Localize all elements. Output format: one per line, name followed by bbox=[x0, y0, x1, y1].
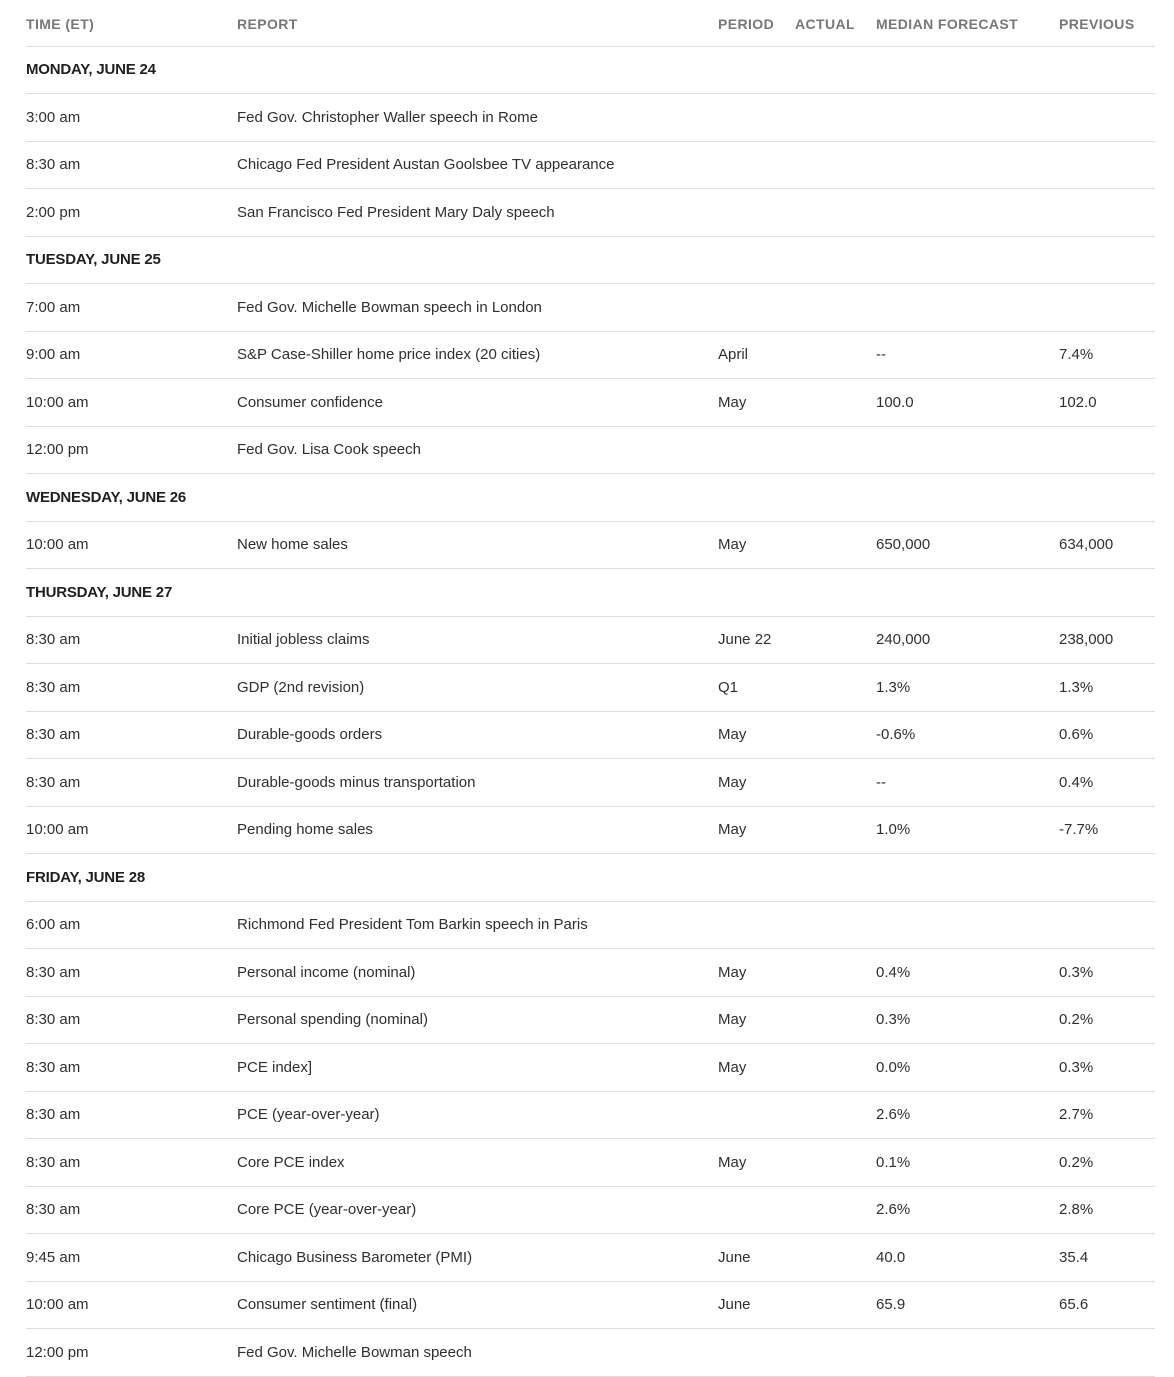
table-row bbox=[26, 711, 1155, 759]
event-actual bbox=[795, 1139, 876, 1187]
table-row bbox=[26, 331, 1155, 379]
day-header-row bbox=[26, 474, 1155, 522]
event-median-forecast: 65.9 bbox=[876, 1281, 1059, 1329]
table-row bbox=[26, 1281, 1155, 1329]
event-time: 6:00 am bbox=[26, 901, 237, 949]
table-row bbox=[26, 806, 1155, 854]
event-median-forecast bbox=[876, 141, 1059, 189]
event-previous: 0.2% bbox=[1059, 996, 1155, 1044]
event-report: Initial jobless claims bbox=[237, 616, 718, 664]
economic-calendar-table bbox=[26, 0, 1155, 1377]
event-report: Core PCE (year-over-year) bbox=[237, 1186, 718, 1234]
event-actual bbox=[795, 521, 876, 569]
event-median-forecast: -- bbox=[876, 759, 1059, 807]
table-row bbox=[26, 94, 1155, 142]
table-row bbox=[26, 759, 1155, 807]
event-median-forecast: 240,000 bbox=[876, 616, 1059, 664]
event-actual bbox=[795, 949, 876, 997]
event-actual bbox=[795, 806, 876, 854]
table-row bbox=[26, 901, 1155, 949]
event-actual bbox=[795, 1234, 876, 1282]
event-time: 9:45 am bbox=[26, 1234, 237, 1282]
event-period bbox=[718, 141, 795, 189]
table-row bbox=[26, 949, 1155, 997]
event-actual bbox=[795, 189, 876, 237]
event-period: May bbox=[718, 806, 795, 854]
table-row bbox=[26, 426, 1155, 474]
event-report: S&P Case-Shiller home price index (20 cities) bbox=[237, 331, 718, 379]
event-median-forecast bbox=[876, 189, 1059, 237]
event-time: 10:00 am bbox=[26, 806, 237, 854]
event-report: Chicago Fed President Austan Goolsbee TV appearance bbox=[237, 141, 718, 189]
event-median-forecast bbox=[876, 426, 1059, 474]
day-label: FRIDAY, JUNE 28 bbox=[26, 854, 1155, 902]
day-header-row bbox=[26, 236, 1155, 284]
day-label: MONDAY, JUNE 24 bbox=[26, 46, 1155, 94]
header-report: REPORT bbox=[237, 0, 718, 46]
event-report: PCE index] bbox=[237, 1044, 718, 1092]
event-period: May bbox=[718, 379, 795, 427]
event-time: 8:30 am bbox=[26, 141, 237, 189]
event-report: Personal income (nominal) bbox=[237, 949, 718, 997]
economic-calendar bbox=[26, 0, 1155, 1377]
event-previous: 1.3% bbox=[1059, 664, 1155, 712]
event-median-forecast: 0.4% bbox=[876, 949, 1059, 997]
event-median-forecast: 0.0% bbox=[876, 1044, 1059, 1092]
event-median-forecast: 40.0 bbox=[876, 1234, 1059, 1282]
event-previous bbox=[1059, 426, 1155, 474]
header-period: PERIOD bbox=[718, 0, 795, 46]
event-period bbox=[718, 901, 795, 949]
table-row bbox=[26, 1234, 1155, 1282]
event-time: 8:30 am bbox=[26, 616, 237, 664]
event-report: Fed Gov. Michelle Bowman speech bbox=[237, 1329, 718, 1377]
event-report: Core PCE index bbox=[237, 1139, 718, 1187]
event-report: Personal spending (nominal) bbox=[237, 996, 718, 1044]
event-time: 8:30 am bbox=[26, 1186, 237, 1234]
event-actual bbox=[795, 759, 876, 807]
event-actual bbox=[795, 284, 876, 332]
event-median-forecast: 100.0 bbox=[876, 379, 1059, 427]
event-actual bbox=[795, 996, 876, 1044]
event-previous bbox=[1059, 189, 1155, 237]
event-actual bbox=[795, 1281, 876, 1329]
event-period: June bbox=[718, 1234, 795, 1282]
event-previous: -7.7% bbox=[1059, 806, 1155, 854]
event-median-forecast: 2.6% bbox=[876, 1186, 1059, 1234]
event-time: 8:30 am bbox=[26, 759, 237, 807]
event-period bbox=[718, 426, 795, 474]
event-previous bbox=[1059, 94, 1155, 142]
event-report: Fed Gov. Lisa Cook speech bbox=[237, 426, 718, 474]
event-actual bbox=[795, 616, 876, 664]
event-report: Durable-goods minus transportation bbox=[237, 759, 718, 807]
day-header-row bbox=[26, 854, 1155, 902]
event-report: New home sales bbox=[237, 521, 718, 569]
event-time: 10:00 am bbox=[26, 521, 237, 569]
day-label: TUESDAY, JUNE 25 bbox=[26, 236, 1155, 284]
table-row bbox=[26, 521, 1155, 569]
event-report: San Francisco Fed President Mary Daly speech bbox=[237, 189, 718, 237]
event-report: Richmond Fed President Tom Barkin speech in Paris bbox=[237, 901, 718, 949]
table-row bbox=[26, 664, 1155, 712]
event-median-forecast: 650,000 bbox=[876, 521, 1059, 569]
event-period: June bbox=[718, 1281, 795, 1329]
event-period bbox=[718, 284, 795, 332]
event-actual bbox=[795, 94, 876, 142]
header-previous: PREVIOUS bbox=[1059, 0, 1155, 46]
event-report: GDP (2nd revision) bbox=[237, 664, 718, 712]
event-period: Q1 bbox=[718, 664, 795, 712]
event-period: April bbox=[718, 331, 795, 379]
day-header-row bbox=[26, 569, 1155, 617]
event-actual bbox=[795, 379, 876, 427]
event-actual bbox=[795, 1186, 876, 1234]
event-previous: 2.8% bbox=[1059, 1186, 1155, 1234]
event-previous: 0.2% bbox=[1059, 1139, 1155, 1187]
event-median-forecast bbox=[876, 94, 1059, 142]
header-median-forecast: MEDIAN FORECAST bbox=[876, 0, 1059, 46]
event-previous: 7.4% bbox=[1059, 331, 1155, 379]
event-actual bbox=[795, 1329, 876, 1377]
event-median-forecast: -0.6% bbox=[876, 711, 1059, 759]
event-time: 3:00 am bbox=[26, 94, 237, 142]
event-actual bbox=[795, 901, 876, 949]
event-median-forecast: 0.3% bbox=[876, 996, 1059, 1044]
header-time: TIME (ET) bbox=[26, 0, 237, 46]
event-previous bbox=[1059, 284, 1155, 332]
event-previous: 0.3% bbox=[1059, 949, 1155, 997]
table-row bbox=[26, 1186, 1155, 1234]
event-previous bbox=[1059, 1329, 1155, 1377]
table-row bbox=[26, 379, 1155, 427]
event-time: 8:30 am bbox=[26, 949, 237, 997]
event-period: May bbox=[718, 949, 795, 997]
event-time: 7:00 am bbox=[26, 284, 237, 332]
event-report: Fed Gov. Christopher Waller speech in Rome bbox=[237, 94, 718, 142]
event-report: PCE (year-over-year) bbox=[237, 1091, 718, 1139]
event-median-forecast bbox=[876, 284, 1059, 332]
event-median-forecast: 1.0% bbox=[876, 806, 1059, 854]
event-period bbox=[718, 189, 795, 237]
event-previous: 0.6% bbox=[1059, 711, 1155, 759]
event-previous: 65.6 bbox=[1059, 1281, 1155, 1329]
event-median-forecast: 1.3% bbox=[876, 664, 1059, 712]
table-row bbox=[26, 189, 1155, 237]
event-period: May bbox=[718, 996, 795, 1044]
table-row bbox=[26, 996, 1155, 1044]
event-previous: 0.3% bbox=[1059, 1044, 1155, 1092]
table-header bbox=[26, 0, 1155, 46]
event-median-forecast bbox=[876, 901, 1059, 949]
event-period: May bbox=[718, 1139, 795, 1187]
day-label: THURSDAY, JUNE 27 bbox=[26, 569, 1155, 617]
table-row bbox=[26, 1091, 1155, 1139]
table-row bbox=[26, 1329, 1155, 1377]
event-period bbox=[718, 1091, 795, 1139]
event-report: Chicago Business Barometer (PMI) bbox=[237, 1234, 718, 1282]
header-actual: ACTUAL bbox=[795, 0, 876, 46]
event-period: May bbox=[718, 711, 795, 759]
event-time: 10:00 am bbox=[26, 379, 237, 427]
event-report: Consumer sentiment (final) bbox=[237, 1281, 718, 1329]
table-row bbox=[26, 1139, 1155, 1187]
event-time: 10:00 am bbox=[26, 1281, 237, 1329]
event-previous: 238,000 bbox=[1059, 616, 1155, 664]
event-report: Durable-goods orders bbox=[237, 711, 718, 759]
day-label: WEDNESDAY, JUNE 26 bbox=[26, 474, 1155, 522]
event-time: 8:30 am bbox=[26, 996, 237, 1044]
event-time: 8:30 am bbox=[26, 664, 237, 712]
event-time: 2:00 pm bbox=[26, 189, 237, 237]
event-previous: 2.7% bbox=[1059, 1091, 1155, 1139]
table-row bbox=[26, 284, 1155, 332]
event-actual bbox=[795, 141, 876, 189]
event-actual bbox=[795, 1091, 876, 1139]
event-period: May bbox=[718, 759, 795, 807]
event-period: May bbox=[718, 1044, 795, 1092]
event-previous bbox=[1059, 901, 1155, 949]
event-median-forecast bbox=[876, 1329, 1059, 1377]
event-previous bbox=[1059, 141, 1155, 189]
event-previous: 35.4 bbox=[1059, 1234, 1155, 1282]
event-median-forecast: 0.1% bbox=[876, 1139, 1059, 1187]
event-period bbox=[718, 1329, 795, 1377]
event-time: 9:00 am bbox=[26, 331, 237, 379]
event-actual bbox=[795, 331, 876, 379]
event-time: 12:00 pm bbox=[26, 1329, 237, 1377]
event-time: 8:30 am bbox=[26, 1091, 237, 1139]
event-actual bbox=[795, 426, 876, 474]
event-previous: 102.0 bbox=[1059, 379, 1155, 427]
table-row bbox=[26, 616, 1155, 664]
event-actual bbox=[795, 1044, 876, 1092]
event-actual bbox=[795, 664, 876, 712]
event-median-forecast: -- bbox=[876, 331, 1059, 379]
event-report: Consumer confidence bbox=[237, 379, 718, 427]
event-time: 8:30 am bbox=[26, 711, 237, 759]
event-time: 12:00 pm bbox=[26, 426, 237, 474]
day-header-row bbox=[26, 46, 1155, 94]
event-period bbox=[718, 1186, 795, 1234]
event-period: May bbox=[718, 521, 795, 569]
event-time: 8:30 am bbox=[26, 1044, 237, 1092]
event-median-forecast: 2.6% bbox=[876, 1091, 1059, 1139]
event-report: Fed Gov. Michelle Bowman speech in London bbox=[237, 284, 718, 332]
event-time: 8:30 am bbox=[26, 1139, 237, 1187]
table-row bbox=[26, 141, 1155, 189]
event-previous: 634,000 bbox=[1059, 521, 1155, 569]
event-previous: 0.4% bbox=[1059, 759, 1155, 807]
event-period bbox=[718, 94, 795, 142]
event-report: Pending home sales bbox=[237, 806, 718, 854]
table-body bbox=[26, 46, 1155, 1376]
table-row bbox=[26, 1044, 1155, 1092]
event-period: June 22 bbox=[718, 616, 795, 664]
event-actual bbox=[795, 711, 876, 759]
